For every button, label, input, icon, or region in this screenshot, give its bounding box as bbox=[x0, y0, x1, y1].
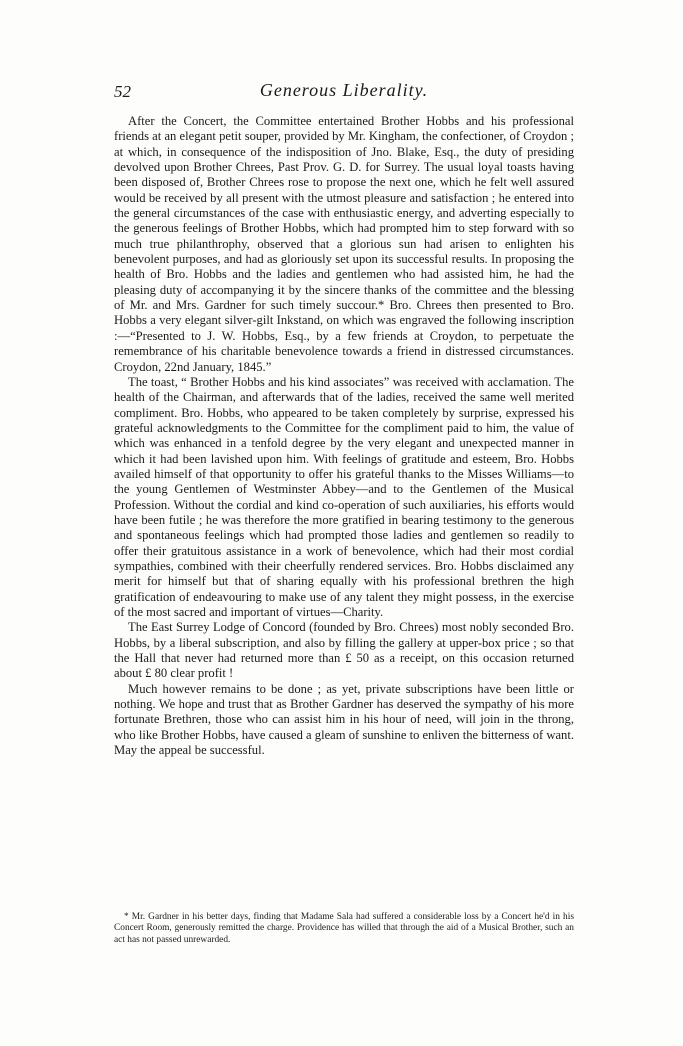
main-text bbox=[114, 114, 574, 758]
page-header bbox=[114, 80, 574, 106]
paragraph: Much however remains to be done ; as yet, private subscriptions have been little or nothing. We hope and trust that as Brother Gardner has deserved the sympathy of his more fortunate Brethren, those who can assist him in his hour of need, will join in the throng, who like Brother Hobbs, have caused a gleam of sunshine to enliven the bitterness of want. May the appeal be successful. bbox=[114, 681, 574, 758]
paragraph: The toast, “ Brother Hobbs and his kind associates” was received with acclamation. The health of the Chairman, and afterwards that of the ladies, received the same well merited compliment. Bro. Hobbs, who appeared to be taken completely by surprise, expressed his grateful acknowledgments to the Committee for the compliment paid to him, the value of which was enhanced in a tenfold degree by the very elegant and unexpected manner in which it had been lavished upon him. With feelings of gratitude and esteem, Bro. Hobbs availed himself of that opportunity to offer his grateful thanks to the Misses Williams—to the young Gentlemen of Westminster Abbey—and to the Gentlemen of the Musical Profession. Without the cordial and kind co-operation of such auxiliaries, his efforts would have been futile ; he was therefore the more gratified in bearing testimony to the generous and spontaneous feelings which had prompted those ladies and gentlemen so readily to offer their gratuitous assistance in a work of benevolence, which had their most cordial sympathies, combined with their cheerfully rendered services. Bro. Hobbs disclaimed any merit for himself but that of sharing equally with his professional brethren the high gratification of endeavouring to make use of any talent they might possess, in the exercise of the most sacred and important of virtues—Charity. bbox=[114, 374, 574, 619]
running-title: Generous Liberality. bbox=[259, 80, 429, 100]
footnote bbox=[114, 912, 574, 946]
page-number: 52 bbox=[114, 82, 131, 101]
paragraph: After the Concert, the Committee entertained Brother Hobbs and his professional friends at an elegant petit souper, provided by Mr. Kingham, the confectioner, of Croydon ; at which, in consequence of the indisposition of Jno. Blake, Esq., the duty of presiding devolved upon Brother Chrees, Past Prov. G. D. for Surrey. The usual loyal toasts having been disposed of, Brother Chrees rose to propose the next one, which he felt well assured would be received by all present with the utmost pleasure and satisfaction ; he entered into the general circumstances of the case with enthusiastic energy, and adverting especially to the generous feelings of Brother Hobbs, which had prompted him to step forward with so much true philanthrophy, observed that a glorious sun had arisen to enlighten his benevolent purposes, and had as gloriously set upon its successful results. In proposing the health of Bro. Hobbs and the ladies and gentlemen who had assisted him, he had the pleasing duty of accompanying it by the sincere thanks of the committee and the blessing of Mr. and Mrs. Gardner for such timely succour.* Bro. Chrees then presented to Bro. Hobbs a very elegant silver-gilt Inkstand, on which was engraved the following inscription :—“Presented to J. W. Hobbs, Esq., by a few friends at Croydon, to perpetuate the remembrance of his charitable benevolence towards a friend in distressed circumstances. Croydon, 22nd January, 1845.” bbox=[114, 114, 574, 374]
footnote-text: * Mr. Gardner in his better days, finding that Madame Sala had suffered a considerable loss by a Concert he'd in his Concert Room, generously remitted the charge. Providence has willed that through the aid of a Musical Brother, such an act has not passed unrewarded. bbox=[114, 912, 574, 945]
paragraph: The East Surrey Lodge of Concord (founded by Bro. Chrees) most nobly seconded Bro. Hobbs, by a liberal subscription, and also by filling the gallery at upper-box price ; so that the Hall that never had returned more than £ 50 as a receipt, on this occasion returned about £ 80 clear profit ! bbox=[114, 620, 574, 681]
